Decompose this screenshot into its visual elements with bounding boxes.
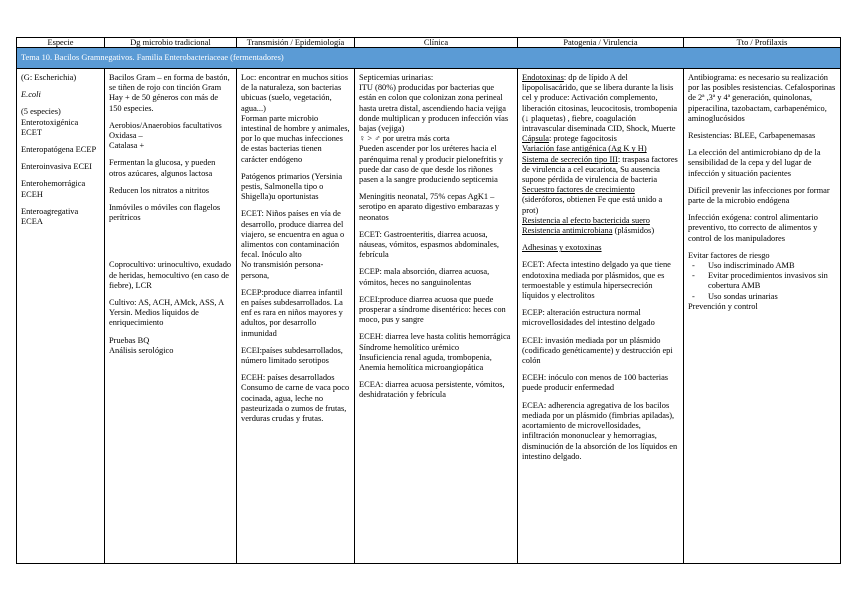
pat-secrecion xyxy=(522,155,679,186)
pat-secuestro-text: (sideróforos, obtienen Fe que está unido a prot) xyxy=(522,195,663,215)
species-label: E.coli xyxy=(21,90,41,100)
trans-text: Loc: encontrar en muchos sitios de la naturaleza, son bacterias ubicuas (suelo, vegetación, agua...) xyxy=(241,73,348,113)
trans-text: ECEI:países subdesarrollados, número limitado serotipos xyxy=(241,345,343,366)
clin-text: ITU (80%) producidas por bacterias que están en colon que colonizan zona perineal hasta uretra distal, ascendiendo hacia vejiga donde multiplican y producen infección vías bajas (vejiga) xyxy=(359,83,509,134)
dg-text: Oxidasa – xyxy=(109,131,143,141)
cell-dg xyxy=(105,69,237,564)
cell-patogenia xyxy=(518,69,684,564)
pat-capsula-text: : protege fagocitosis xyxy=(548,134,617,144)
pat-resistencia-amb xyxy=(522,226,679,236)
dg-text: Catalasa + xyxy=(109,141,145,151)
summary-table xyxy=(16,37,841,564)
cell-transmision xyxy=(237,69,355,564)
cell-tto xyxy=(684,69,841,564)
list-item: - Uso indiscriminado AMB xyxy=(688,261,836,271)
clin-text: ♀ > ♂ por uretra más corta xyxy=(359,134,450,144)
tto-text: Prevención y control xyxy=(688,301,758,311)
cell-especie xyxy=(17,69,105,564)
clin-text: ECEP: mala absorción, diarrea acuosa, vómitos, heces no sanguinolentas xyxy=(359,267,490,287)
pat-text: ECEA: adherencia agregativa de los bacilos mediada por un plásmido (fimbrias apiladas), acortamiento de microvellosidades, infiltración mononuclear y hemorragias, disminución de la absorción de los líquidos en intestino delgado. xyxy=(522,400,678,461)
species-count: (5 especies) xyxy=(21,107,61,117)
trans-text: ECET: Niños países en vía de desarrollo, produce diarrea del viajero, se encuentra en agua o alimentos con contaminación fecal. Inóculo alto xyxy=(241,209,345,260)
trans-text: Forman parte microbio intestinal de hombre y animales, por lo que muchas infecciones de estas bacterias tienen carácter endógeno xyxy=(241,113,350,164)
clin-text: ECEH: diarrea leve hasta colitis hemorrágica xyxy=(359,332,511,342)
pat-text: ECEI: invasión mediada por un plásmido (codificado genéticamente) y destrucción epi colón xyxy=(522,335,673,366)
trans-text: Patógenos primarios (Yersinia pestis, Salmonella tipo o Shigella)u oportunistas xyxy=(241,171,343,202)
clin-text: Septicemias urinarias: xyxy=(359,73,434,82)
list-item: - Uso sondas urinarias xyxy=(688,292,836,302)
dg-text: Inmóviles o móviles con flagelos perítricos xyxy=(109,203,221,223)
tto-text: La elección del antimicrobiano dp de la sensibilidad de la cepa y del lugar de infección y situación pacientes xyxy=(688,148,821,178)
tto-text: Resistencias: BLEE, Carbapenemasas xyxy=(688,131,816,141)
pat-resistencia-amb-tail: (plásmidos) xyxy=(612,226,655,236)
pathotype-item: Enteroagregativa ECEA xyxy=(21,206,79,227)
pat-secuestro-label: Secuestro factores de crecimiento xyxy=(522,185,635,195)
pat-capsula-label: Cápsula xyxy=(522,134,549,144)
header-tto: Tto / Profilaxis xyxy=(684,38,841,48)
clin-text: Meningitis neonatal, 75% cepas AgK1 – serotipo en aparato digestivo embarazas y neonatos xyxy=(359,192,500,222)
header-transmision: Transmisión / Epidemiología xyxy=(237,38,355,48)
pat-secuestro xyxy=(522,185,679,216)
dg-text: Coprocultivo: urinocultivo, exudado de heridas, hemocultivo (en caso de fiebre), LCR xyxy=(109,260,232,290)
clin-text: Insuficiencia renal aguda, trombopenia, Anemia hemolítica microangiopática xyxy=(359,352,492,373)
tto-text: Infección exógena: control alimentario preventivo, tto correcto de alimentos y control de los manipuladores xyxy=(688,213,818,243)
pat-endotoxinas xyxy=(522,73,679,134)
tto-text: Difícil prevenir las infecciones por formar parte de la microbio endógena xyxy=(688,185,830,206)
trans-text: ECEP:produce diarrea infantil en países subdesarrollados. La enf es rara en niños mayores y adultos, por desarrollo inmunidad xyxy=(241,287,343,338)
pat-resistencia-suero: Resistencia al efecto bactericida suero xyxy=(522,215,650,225)
pat-capsula xyxy=(522,134,679,144)
pat-text: ECEP: alteración estructura normal microvellosidades del intestino delgado xyxy=(522,308,655,328)
dg-text: Análisis serológico xyxy=(109,345,174,355)
pat-text: ECET: Afecta intestino delgado ya que tiene endotoxina mediada por plásmidos, que es termoestable y estimula hipersecreción líquidos y electrolitos xyxy=(522,260,671,301)
pathotype-item: Enterotoxigénica ECET xyxy=(21,117,79,137)
clin-text: ECET: Gastroenteritis, diarrea acuosa, náuseas, vómitos, espasmos abdominales, febrícula xyxy=(359,229,500,260)
tto-text: Antibiograma: es necesario su realización por las posibles resistencias. Cefalosporinas de 2ª ,3ª y 4ª generación, quinolonas, piperacilina, tazobactam, carbapenémico, aminoglucósidos xyxy=(688,73,836,123)
section-row xyxy=(17,48,841,69)
dg-text: Pruebas BQ xyxy=(109,335,150,345)
pat-adhesinas: Adhesinas y exotoxinas xyxy=(522,243,602,253)
dg-text: Bacilos Gram – en forma de bastón, se tiñen de rojo con tinción Gram xyxy=(109,73,230,93)
pat-endotoxinas-label: Endotoxinas xyxy=(522,73,564,82)
pat-resistencia-amb-label: Resistencia antimicrobiana xyxy=(522,226,613,236)
header-especie: Especie xyxy=(17,38,105,48)
list-item: - Evitar procedimientos invasivos sin cobertura AMB xyxy=(688,271,836,291)
clin-text: Síndrome hemolítico urémico xyxy=(359,342,460,352)
clin-text: ECEI:produce diarrea acuosa que puede prosperar a síndrome disentérico: heces con moco, pus y sangre xyxy=(359,294,506,325)
tto-text: Evitar factores de riesgo xyxy=(688,250,770,260)
risk-factor-list xyxy=(688,261,836,302)
clin-text: Pueden ascender por los uréteres hacia el parénquima renal y producir pielonefritis y puede dar caso de que desde los riñones pasen a la sangre produciendo septicemia xyxy=(359,144,503,185)
dg-text: Fermentan la glucosa, y pueden otros azúcares, algunos lactosa xyxy=(109,158,216,178)
pat-text: ECEH: inóculo con menos de 100 bacterias puede producir enfermedad xyxy=(522,373,669,393)
dg-text: Cultivo: AS, ACH, AMck, ASS, A Yersin. Medios líquidos de enriquecimiento xyxy=(109,298,224,328)
pat-variacion: Variación fase antigénica (Ag K y H) xyxy=(522,144,647,154)
pat-endotoxinas-text: : dp de lípido A del lipopolisacárido, que se libera durante la lisis cel y produce: Activación complemento, liberación citosinas, leucocitosis, trombopenia (↓ plaquetas) , fiebre, coagulación intravascular diseminada CID, Shock, Muerte xyxy=(522,73,678,134)
content-row xyxy=(17,69,841,564)
header-patogenia: Patogenia / Virulencia xyxy=(518,38,684,48)
clin-text: ECEA: diarrea acuosa persistente, vómitos, deshidratación y febrícula xyxy=(359,380,505,400)
dg-text: Hay + de 50 géneros con más de 150 especies. xyxy=(109,93,219,113)
dg-text: Reducen los nitratos a nitritos xyxy=(109,185,210,195)
trans-text: No transmisión persona-persona, xyxy=(241,260,324,280)
pathotype-item: Enteropatógena ECEP xyxy=(21,145,97,155)
trans-text: ECEH: países desarrollados xyxy=(241,373,335,383)
header-row xyxy=(17,38,841,48)
pathotype-item: Enteroinvasiva ECEI xyxy=(21,162,92,172)
trans-text: Consumo de carne de vaca poco cocinada, agua, leche no pasteurizada o zumos de frutas, verduras crudas y frutas. xyxy=(241,383,350,424)
cell-clinica xyxy=(355,69,518,564)
pat-secrecion-text: : traspasa factores de virulencia a cel eucariota, Su ausencia supone pérdida de virulencia de bacteria xyxy=(522,154,678,185)
section-title: Tema 10. Bacilos Gramnegativos. Familia Enterobacteriaceae (fermentadores) xyxy=(17,48,841,69)
pathotype-item: Enterohemorrágica ECEH xyxy=(21,179,86,199)
genus-label: (G: Escherichia) xyxy=(21,73,77,82)
header-clinica: Clínica xyxy=(355,38,518,48)
dg-text: Aerobios/Anaerobios facultativos xyxy=(109,120,222,130)
pat-secrecion-label: Sistema de secreción tipo III xyxy=(522,154,618,164)
header-dg: Dg microbio tradicional xyxy=(105,38,237,48)
